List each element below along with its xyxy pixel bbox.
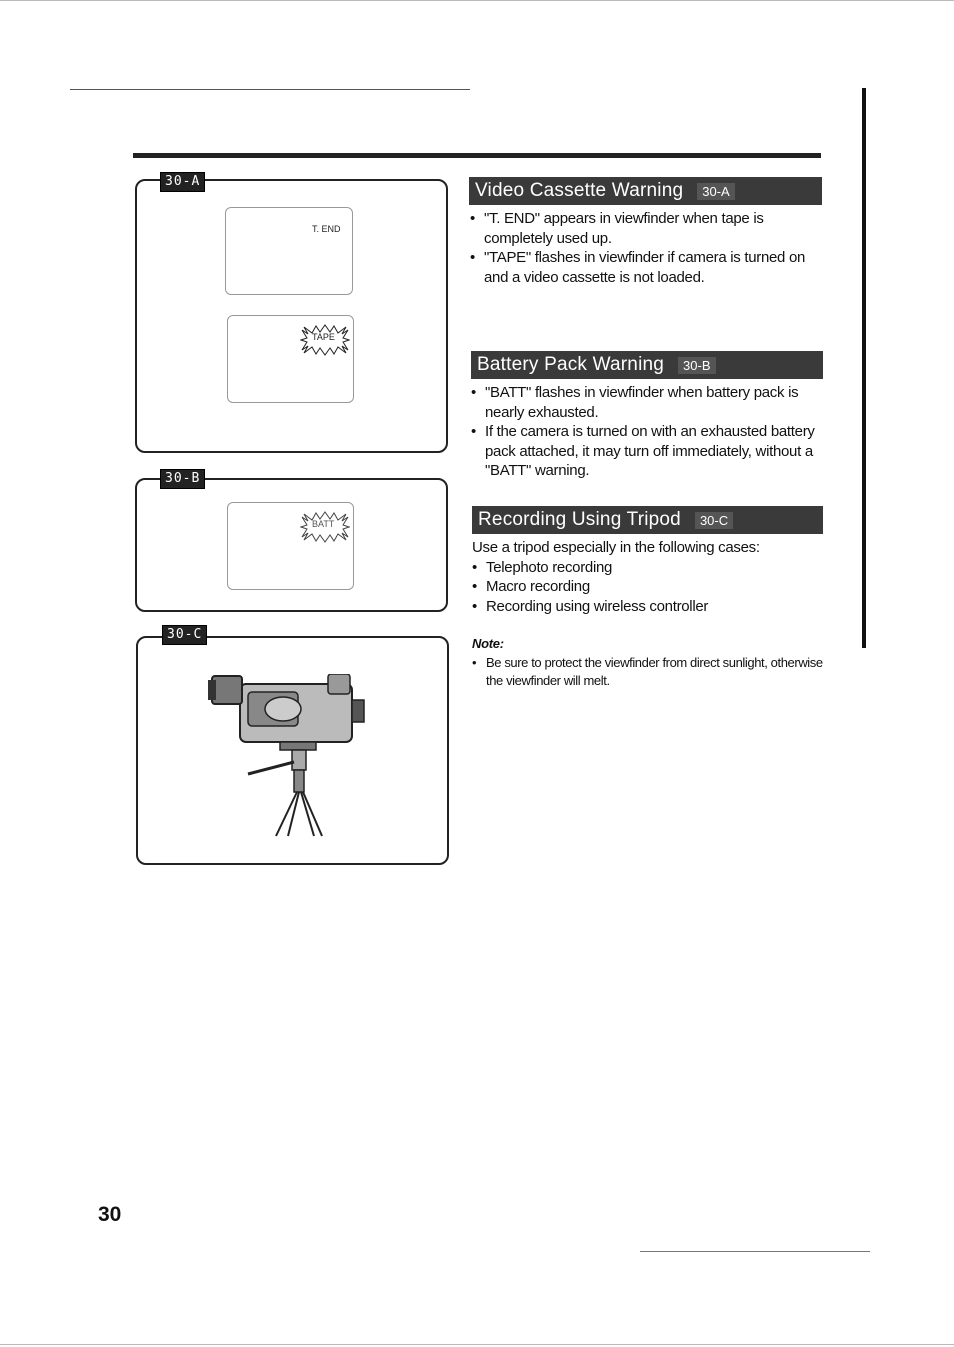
section-divider (133, 153, 821, 158)
viewfinder-tape (227, 315, 354, 403)
list-item: • Macro recording (472, 577, 822, 597)
section-ref: 30-B (678, 357, 715, 374)
recording-using-tripod-body (472, 538, 822, 616)
note-block (472, 634, 824, 690)
intro-text: Use a tripod especially in the following cases: (472, 539, 760, 556)
heading-battery-pack-warning (471, 351, 823, 379)
section-title: Battery Pack Warning (477, 354, 665, 375)
tape-indicator: TAPE (312, 332, 335, 342)
battery-pack-warning-body (471, 383, 823, 481)
section-title: Recording Using Tripod (478, 509, 681, 530)
page-edge-bottom (0, 1344, 954, 1345)
page-number: 30 (98, 1203, 122, 1226)
bottom-rule (640, 1251, 870, 1252)
heading-recording-using-tripod (472, 506, 823, 534)
figure-tag-30-c: 30-C (162, 625, 207, 645)
page-edge-top (0, 0, 954, 1)
batt-indicator: BATT (312, 519, 335, 529)
list-item: • "T. END" appears in viewfinder when tape is completely used up. (470, 209, 820, 248)
figure-tag-30-b: 30-B (160, 469, 205, 489)
viewfinder-tend (225, 207, 353, 295)
figure-30-a (135, 179, 448, 453)
figure-30-b (135, 478, 448, 612)
top-rule (70, 89, 470, 90)
section-ref: 30-C (695, 512, 733, 529)
list-item: • "TAPE" flashes in viewfinder if camera is turned on and a video cassette is not loaded. (470, 248, 820, 287)
tend-indicator: T. END (312, 224, 341, 234)
section-ref: 30-A (697, 183, 734, 200)
list-item: • Telephoto recording (472, 558, 822, 578)
note-title: Note: (472, 636, 504, 651)
viewfinder-batt (227, 502, 354, 590)
list-item: • Recording using wireless controller (472, 597, 822, 617)
video-cassette-warning-body (470, 209, 820, 287)
section-title: Video Cassette Warning (475, 180, 684, 201)
note-item: • Be sure to protect the viewfinder from direct sunlight, otherwise the viewfinder will melt. (472, 654, 824, 690)
heading-video-cassette-warning (469, 177, 822, 205)
list-item: • "BATT" flashes in viewfinder when battery pack is nearly exhausted. (471, 383, 823, 422)
list-item: • If the camera is turned on with an exhausted battery pack attached, it may turn off immediately, without a "BATT" warning. (471, 422, 823, 481)
figure-30-c (136, 636, 449, 865)
right-margin-rule (862, 88, 866, 648)
camcorder-on-tripod-illustration (208, 674, 378, 839)
figure-tag-30-a: 30-A (160, 172, 205, 192)
